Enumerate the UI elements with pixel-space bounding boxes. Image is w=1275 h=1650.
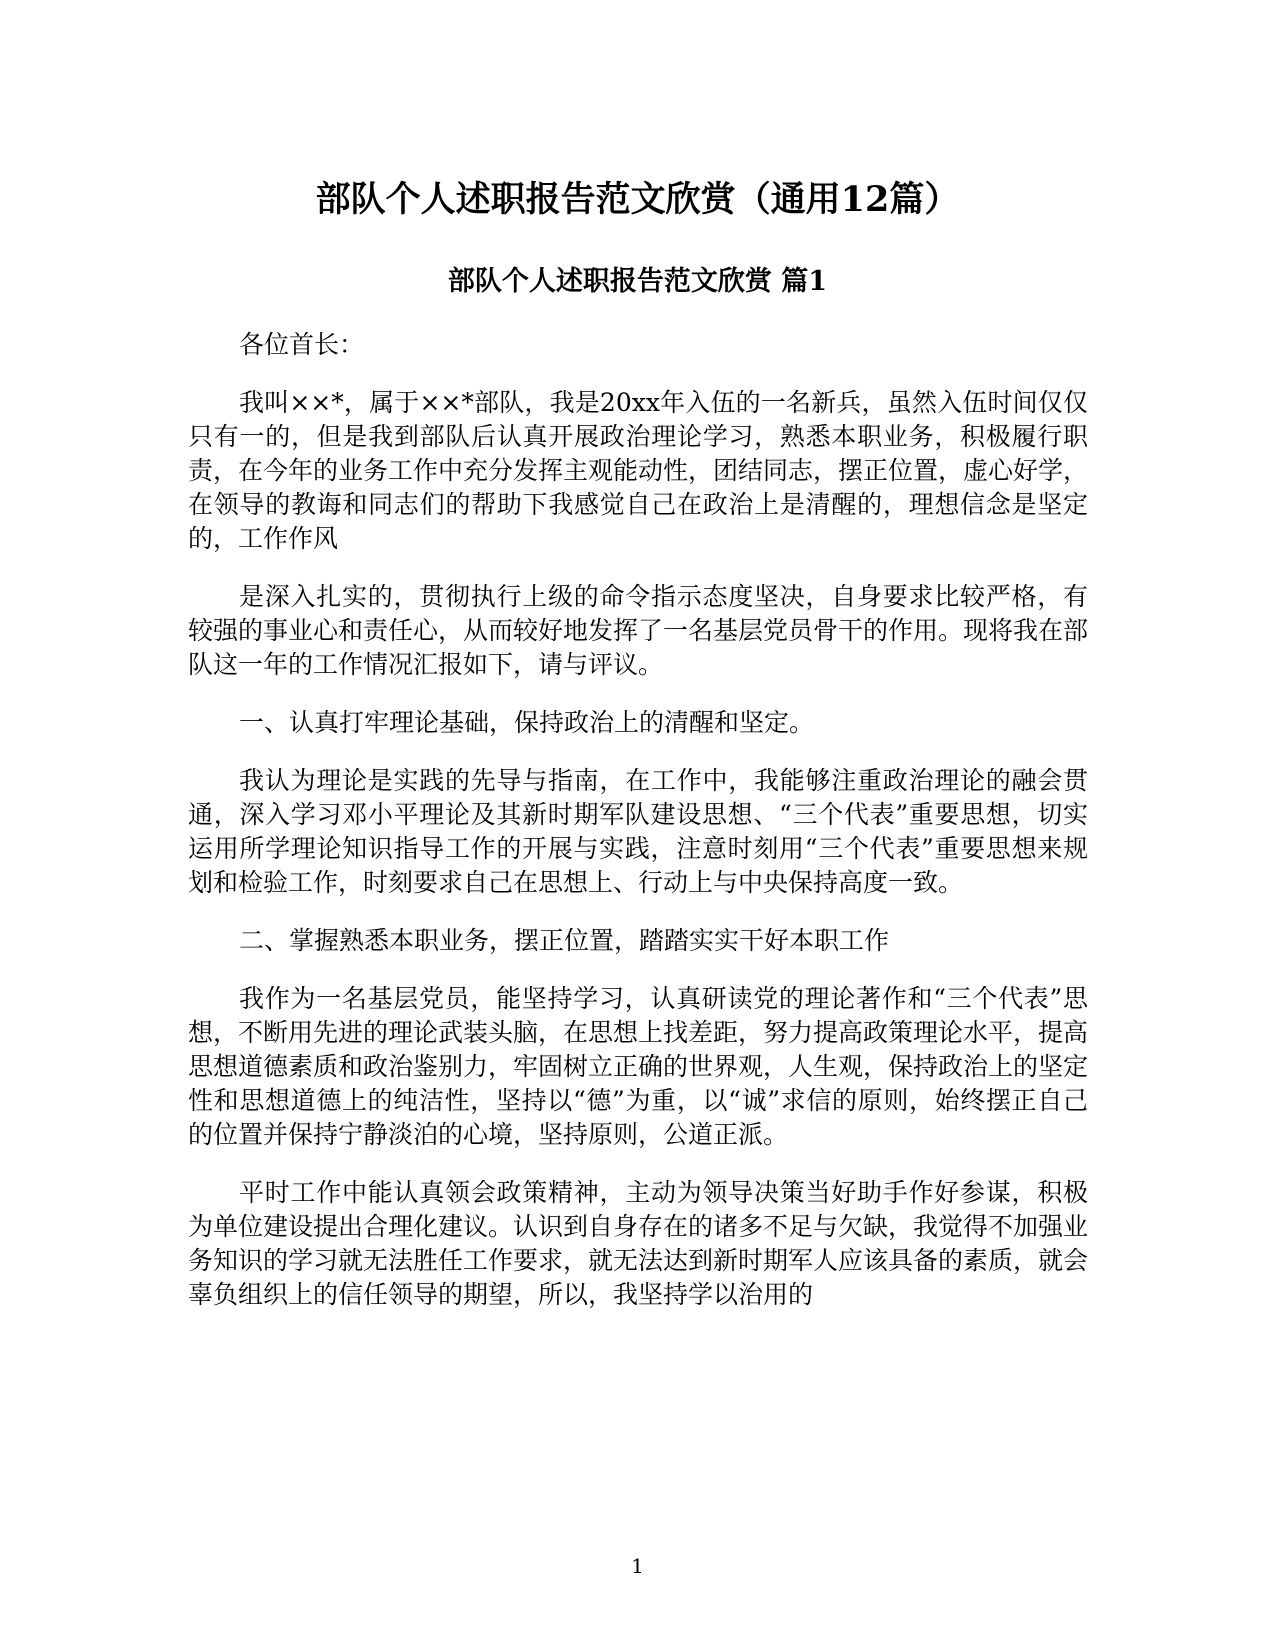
paragraph-salutation: 各位首长： bbox=[239, 330, 365, 359]
paragraph: 我叫××*，属于××*部队，我是20xx年入伍的一名新兵，虽然入伍时间仅仅只有一的，但是我到部队后认真开展政治理论学习，熟悉本职业务，积极履行职责，在今年的业务工作中充分发挥主观能动性，团结同志，摆正位置，虚心好学，在领导的教诲和同志们的帮助下我感觉自己在政治上是清醒的，理想信念是坚定的，工作作风 bbox=[188, 388, 1089, 553]
document-body bbox=[188, 328, 1088, 1336]
section-title: 部队个人述职报告范文欣赏 篇1 bbox=[447, 266, 828, 297]
section-heading: 二、掌握熟悉本职业务，摆正位置，踏踏实实干好本职工作 bbox=[239, 926, 890, 955]
paragraph: 我认为理论是实践的先导与指南，在工作中，我能够注重政治理论的融会贯通，深入学习邓小平理论及其新时期军队建设思想、“三个代表”重要思想，切实运用所学理论知识指导工作的开展与实践，注意时刻用“三个代表”重要思想来规划和检验工作，时刻要求自己在思想上、行动上与中央保持高度一致。 bbox=[188, 766, 1088, 897]
document-title: 部队个人述职报告范文欣赏（通用12篇） bbox=[315, 179, 960, 220]
section-heading: 一、认真打牢理论基础，保持政治上的清醒和坚定。 bbox=[239, 708, 815, 737]
page-number: 1 bbox=[631, 1554, 644, 1578]
paragraph: 平时工作中能认真领会政策精神，主动为领导决策当好助手作好参谋，积极为单位建设提出合理化建议。认识到自身存在的诸多不足与欠缺，我觉得不加强业务知识的学习就无法胜任工作要求，就无法达到新时期军人应该具备的素质，就会辜负组织上的信任领导的期望，所以，我坚持学以治用的 bbox=[188, 1178, 1089, 1309]
paragraph: 我作为一名基层党员，能坚持学习，认真研读党的理论著作和“三个代表”思想，不断用先进的理论武装头脑，在思想上找差距，努力提高政策理论水平，提高思想道德素质和政治鉴别力，牢固树立正确的世界观，人生观，保持政治上的坚定性和思想道德上的纯洁性，坚持以“德”为重，以“诚”求信的原则，始终摆正自己的位置并保持宁静淡泊的心境，坚持原则，公道正派。 bbox=[188, 984, 1089, 1149]
paragraph: 是深入扎实的，贯彻执行上级的命令指示态度坚决，自身要求比较严格，有较强的事业心和责任心，从而较好地发挥了一名基层党员骨干的作用。现将我在部队这一年的工作情况汇报如下，请与评议。 bbox=[188, 582, 1089, 679]
